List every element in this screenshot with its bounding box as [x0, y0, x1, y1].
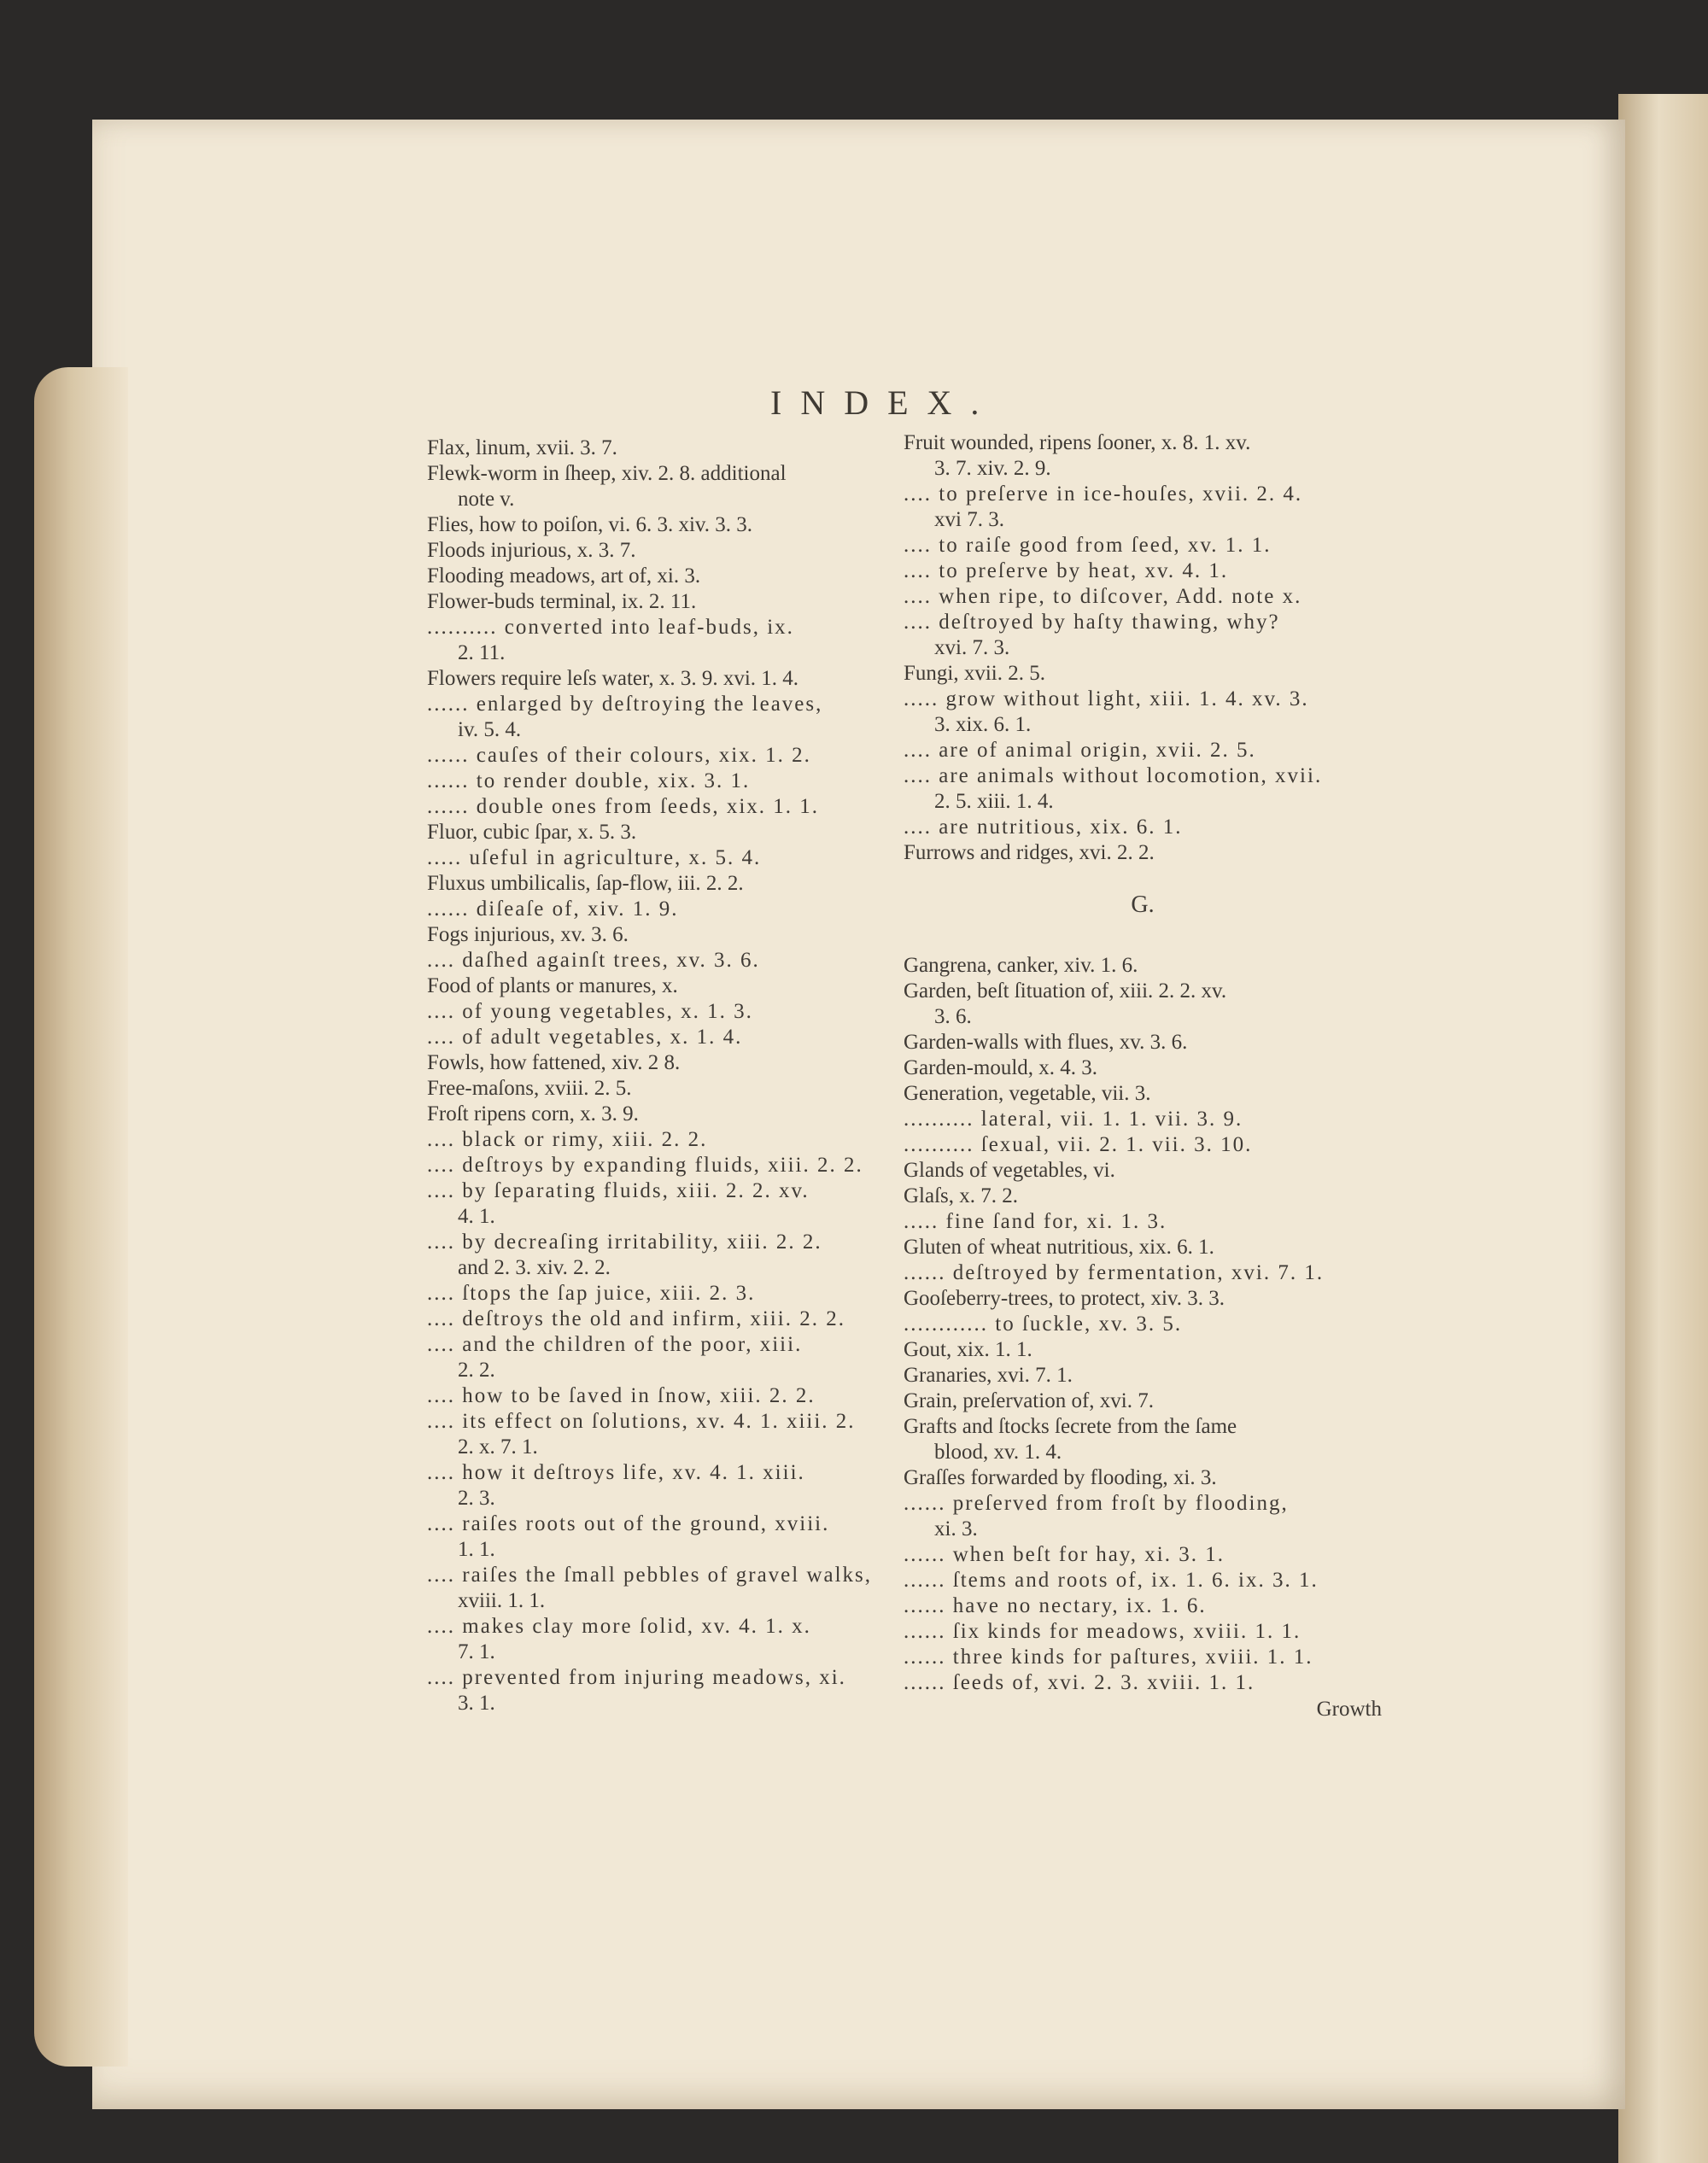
index-entry-text: Garden-walls with flues, xv. 3. 6.: [904, 1031, 1188, 1054]
index-entry: [904, 1158, 1382, 1184]
index-entry: [904, 1312, 1382, 1337]
index-column-right: [904, 430, 1382, 1722]
index-entry: [427, 948, 905, 973]
index-entry: [904, 1030, 1382, 1055]
index-entry: [427, 820, 905, 845]
index-entry-continuation: 2. 3.: [458, 1487, 495, 1510]
index-entry: [904, 738, 1382, 763]
index-entry-text: .... are nutritious, xix. 6. 1.: [904, 816, 1183, 839]
index-entry: [904, 815, 1382, 840]
index-entry: [904, 1542, 1382, 1568]
running-title: INDEX.: [770, 383, 998, 422]
index-entry: [427, 1076, 905, 1102]
index-entry: [427, 922, 905, 948]
index-entry-continuation: 4. 1.: [458, 1205, 495, 1228]
index-entry: [904, 610, 1382, 661]
index-entry-text: Gooſeberry-trees, to protect, xiv. 3. 3.: [904, 1287, 1225, 1310]
index-entry-text: Flies, how to poiſon, vi. 6. 3. xiv. 3. 3.: [427, 513, 753, 536]
index-entry: [427, 436, 905, 461]
index-entry: [427, 1460, 905, 1511]
index-entry-continuation: 2. 5. xiii. 1. 4.: [934, 790, 1054, 813]
page-stack-edge: [34, 367, 128, 2067]
index-entry-text: Flewk-worm in ſheep, xiv. 2. 8. additional: [427, 462, 787, 485]
index-entry-text: .... black or rimy, xiii. 2. 2.: [427, 1128, 708, 1151]
index-entry-continuation: 1. 1.: [458, 1538, 495, 1561]
index-entry: [904, 1388, 1382, 1414]
index-entry-text: .... are of animal origin, xvii. 2. 5.: [904, 739, 1256, 762]
index-entry: [904, 1107, 1382, 1132]
index-entry-continuation: 3. 1.: [458, 1692, 495, 1715]
index-entry: [904, 979, 1382, 1030]
index-entry-continuation: xviii. 1. 1.: [458, 1589, 546, 1612]
index-entry-text: Gout, xix. 1. 1.: [904, 1338, 1032, 1361]
index-entry-text: .... to preſerve in ice-houſes, xvii. 2. 4.: [904, 482, 1303, 506]
index-entry-text: Generation, vegetable, vii. 3.: [904, 1082, 1151, 1105]
index-entry-text: Food of plants or manures, x.: [427, 974, 678, 997]
index-entry-continuation: 2. 11.: [458, 641, 506, 664]
index-entry-text: Froſt ripens corn, x. 3. 9.: [427, 1102, 639, 1125]
index-entry: [427, 1178, 905, 1230]
index-entry-text: ...... to render double, xix. 3. 1.: [427, 769, 751, 792]
index-entry-continuation: 2. x. 7. 1.: [458, 1435, 538, 1459]
index-entry-continuation: xvi 7. 3.: [934, 508, 1004, 531]
index-entry-continuation: iv. 5. 4.: [458, 718, 522, 741]
index-entry: [427, 769, 905, 794]
index-entry: [427, 845, 905, 871]
index-entry: [427, 589, 905, 615]
index-entry: [904, 1260, 1382, 1286]
index-entry: [427, 1230, 905, 1281]
index-entry-text: Furrows and ridges, xvi. 2. 2.: [904, 841, 1155, 864]
index-entry-continuation: 7. 1.: [458, 1640, 495, 1663]
index-entry: [904, 1465, 1382, 1491]
index-entry-text: Flooding meadows, art of, xi. 3.: [427, 564, 701, 588]
index-entry: [904, 533, 1382, 558]
index-entry: [427, 1307, 905, 1332]
index-entry: [427, 1409, 905, 1460]
index-entry-text: Fluor, cubic ſpar, x. 5. 3.: [427, 821, 637, 844]
index-entry-continuation: 3. 7. xiv. 2. 9.: [934, 457, 1051, 480]
index-entry-text: .... and the children of the poor, xiii.: [427, 1333, 803, 1356]
index-entry: [427, 692, 905, 743]
index-entry-text: ...... when beſt for hay, xi. 3. 1.: [904, 1543, 1225, 1566]
catchword: Growth: [1316, 1698, 1382, 1721]
index-entry-text: .... are animals without locomotion, xvii.: [904, 764, 1323, 787]
index-entry: [904, 763, 1382, 815]
index-entry: [904, 1593, 1382, 1619]
index-entry: [904, 1645, 1382, 1670]
index-entries-f: [904, 430, 1382, 866]
index-entry: [427, 512, 905, 538]
index-entry-text: Grafts and ſtocks ſecrete from the ſame: [904, 1415, 1237, 1438]
index-entry-text: .... by decreaſing irritability, xiii. 2. 2.: [427, 1231, 822, 1254]
index-entry-continuation: and 2. 3. xiv. 2. 2.: [458, 1256, 611, 1279]
index-entry-text: .... of adult vegetables, x. 1. 4.: [427, 1026, 743, 1049]
index-entry: [427, 1511, 905, 1563]
index-entry-text: ..... fine ſand for, xi. 1. 3.: [904, 1210, 1167, 1233]
index-entry: [427, 1281, 905, 1307]
index-entry: [427, 1102, 905, 1127]
index-entry-text: Grain, preſervation of, xvi. 7.: [904, 1389, 1154, 1412]
index-entry-continuation: 2. 2.: [458, 1359, 495, 1382]
index-entry-text: ...... three kinds for paſtures, xviii. 1. 1.: [904, 1646, 1313, 1669]
index-entry-text: .... raiſes the ſmall pebbles of gravel walks,: [427, 1564, 873, 1587]
index-entry-text: .... makes clay more ſolid, xv. 4. 1. x.: [427, 1615, 811, 1638]
index-entry: [427, 1563, 905, 1614]
index-entry-text: Flowers require leſs water, x. 3. 9. xvi. 1. 4.: [427, 667, 799, 690]
index-entry-text: ...... ſtems and roots of, ix. 1. 6. ix. 3. 1.: [904, 1569, 1319, 1592]
index-entry-text: .... how it deſtroys life, xv. 4. 1. xiii.: [427, 1461, 805, 1484]
index-entry: [427, 461, 905, 512]
index-entry: [427, 666, 905, 692]
index-entry: [904, 687, 1382, 738]
index-entry: [427, 615, 905, 666]
index-column-left: [427, 436, 905, 1716]
index-entry-text: .......... converted into leaf-buds, ix.: [427, 616, 794, 639]
index-entry-continuation: xi. 3.: [934, 1517, 978, 1540]
index-entry: [427, 1383, 905, 1409]
index-entry-text: .... how to be ſaved in ſnow, xiii. 2. 2.: [427, 1384, 816, 1407]
index-entry: [904, 1184, 1382, 1209]
index-entry: [427, 999, 905, 1025]
index-entry: [427, 1025, 905, 1050]
index-entry: [904, 1491, 1382, 1542]
index-entry-text: ..... grow without light, xiii. 1. 4. xv. 3.: [904, 687, 1309, 710]
index-entry-text: ...... double ones from ſeeds, xix. 1. 1.: [427, 795, 820, 818]
index-entry: [904, 1209, 1382, 1235]
index-entry-text: Flax, linum, xvii. 3. 7.: [427, 436, 617, 459]
index-entry: [904, 1619, 1382, 1645]
index-entry-text: ...... diſeaſe of, xiv. 1. 9.: [427, 897, 679, 921]
index-entry-text: Gluten of wheat nutritious, xix. 6. 1.: [904, 1236, 1214, 1259]
index-entry: [904, 1414, 1382, 1465]
index-entry: [904, 1568, 1382, 1593]
index-entry: [904, 1055, 1382, 1081]
index-entry: [904, 953, 1382, 979]
index-entry-continuation: 3. 6.: [934, 1005, 972, 1028]
index-entry: [427, 1665, 905, 1716]
index-entry: [427, 897, 905, 922]
index-entry-text: Fowls, how fattened, xiv. 2 8.: [427, 1051, 681, 1074]
index-entry: [904, 1337, 1382, 1363]
index-entry-text: .... when ripe, to diſcover, Add. note x.: [904, 585, 1302, 608]
index-entry-text: ...... have no nectary, ix. 1. 6.: [904, 1594, 1207, 1617]
index-entry-text: ............ to ſuckle, xv. 3. 5.: [904, 1312, 1183, 1336]
index-entry-text: Graſſes forwarded by flooding, xi. 3.: [904, 1466, 1217, 1489]
index-entry: [427, 1153, 905, 1178]
index-entry: [904, 584, 1382, 610]
index-entry: [427, 538, 905, 564]
index-entry-text: .......... ſexual, vii. 2. 1. vii. 3. 10.: [904, 1133, 1253, 1156]
index-entry: [904, 1670, 1382, 1696]
index-entry-text: Fluxus umbilicalis, ſap-flow, iii. 2. 2.: [427, 872, 744, 895]
index-entry-continuation: 3. xix. 6. 1.: [934, 713, 1032, 736]
index-entry-text: Garden-mould, x. 4. 3.: [904, 1056, 1098, 1079]
index-entry: [904, 840, 1382, 866]
index-entry-text: .... of young vegetables, x. 1. 3.: [427, 1000, 753, 1023]
index-entry: [904, 430, 1382, 482]
index-entry-text: ...... deſtroyed by fermentation, xvi. 7. 1.: [904, 1261, 1325, 1284]
index-entry-continuation: xvi. 7. 3.: [934, 636, 1010, 659]
index-entry-text: Free-maſons, xviii. 2. 5.: [427, 1077, 632, 1100]
index-entry: [904, 1286, 1382, 1312]
index-entry: [904, 1235, 1382, 1260]
index-entry-text: ...... cauſes of their colours, xix. 1. 2.: [427, 744, 811, 767]
index-entry-continuation: note v.: [458, 488, 515, 511]
index-entry-text: .... to preſerve by heat, xv. 4. 1.: [904, 559, 1229, 582]
index-entry: [427, 794, 905, 820]
index-entry-text: Granaries, xvi. 7. 1.: [904, 1364, 1073, 1387]
index-entry: [427, 871, 905, 897]
index-entry-text: Fruit wounded, ripens ſooner, x. 8. 1. xv.: [904, 431, 1251, 454]
index-entry-text: .... deſtroys the old and infirm, xiii. 2. 2.: [427, 1307, 845, 1330]
index-entry-text: Floods injurious, x. 3. 7.: [427, 539, 636, 562]
index-entry-text: .... raiſes roots out of the ground, xviii.: [427, 1512, 830, 1535]
index-entry-text: ...... enlarged by deſtroying the leaves,: [427, 693, 823, 716]
index-entry-text: .... deſtroys by expanding fluids, xiii. 2. 2.: [427, 1154, 863, 1177]
index-entry-text: .... to raiſe good from ſeed, xv. 1. 1.: [904, 534, 1272, 557]
index-entry-text: Glaſs, x. 7. 2.: [904, 1184, 1019, 1207]
index-entry-continuation: blood, xv. 1. 4.: [934, 1441, 1062, 1464]
index-entry-text: Gangrena, canker, xiv. 1. 6.: [904, 954, 1138, 977]
index-entry-text: Flower-buds terminal, ix. 2. 11.: [427, 590, 697, 613]
index-entry: [427, 973, 905, 999]
index-entry: [427, 1332, 905, 1383]
index-entry: [904, 1081, 1382, 1107]
index-entry-text: Garden, beſt ſituation of, xiii. 2. 2. xv.: [904, 979, 1227, 1003]
index-entry-text: .......... lateral, vii. 1. 1. vii. 3. 9.: [904, 1108, 1243, 1131]
index-entry: [427, 743, 905, 769]
index-entry: [427, 1127, 905, 1153]
index-entry-text: ...... ſix kinds for meadows, xviii. 1. 1.: [904, 1620, 1301, 1643]
index-entries-g: [904, 953, 1382, 1696]
index-entry-text: ..... uſeful in agriculture, x. 5. 4.: [427, 846, 762, 869]
index-entry: [427, 1614, 905, 1665]
index-entry: [904, 558, 1382, 584]
index-entry: [904, 1363, 1382, 1388]
index-entry-text: Glands of vegetables, vi.: [904, 1159, 1115, 1182]
index-entry: [904, 482, 1382, 533]
index-entry-text: .... by ſeparating fluids, xiii. 2. 2. xv.: [427, 1179, 810, 1202]
index-entry-text: .... deſtroyed by haſty thawing, why?: [904, 611, 1280, 634]
index-entry-text: ...... preſerved from froſt by flooding,: [904, 1492, 1289, 1515]
index-entry-text: Fogs injurious, xv. 3. 6.: [427, 923, 629, 946]
index-entry-text: .... its effect on ſolutions, xv. 4. 1. xiii. 2.: [427, 1410, 856, 1433]
index-entry-text: .... ſtops the ſap juice, xiii. 2. 3.: [427, 1282, 756, 1305]
index-entry: [427, 564, 905, 589]
index-entry: [904, 1132, 1382, 1158]
index-entry-text: .... daſhed againſt trees, xv. 3. 6.: [427, 949, 760, 972]
index-entry-text: .... prevented from injuring meadows, xi.: [427, 1666, 846, 1689]
index-entry: [904, 661, 1382, 687]
section-letter: G.: [1131, 892, 1155, 918]
index-entry-text: Fungi, xvii. 2. 5.: [904, 662, 1045, 685]
facing-page-edge: [1618, 94, 1708, 2163]
index-entry: [427, 1050, 905, 1076]
index-entry-text: ...... ſeeds of, xvi. 2. 3. xviii. 1. 1.: [904, 1671, 1255, 1694]
